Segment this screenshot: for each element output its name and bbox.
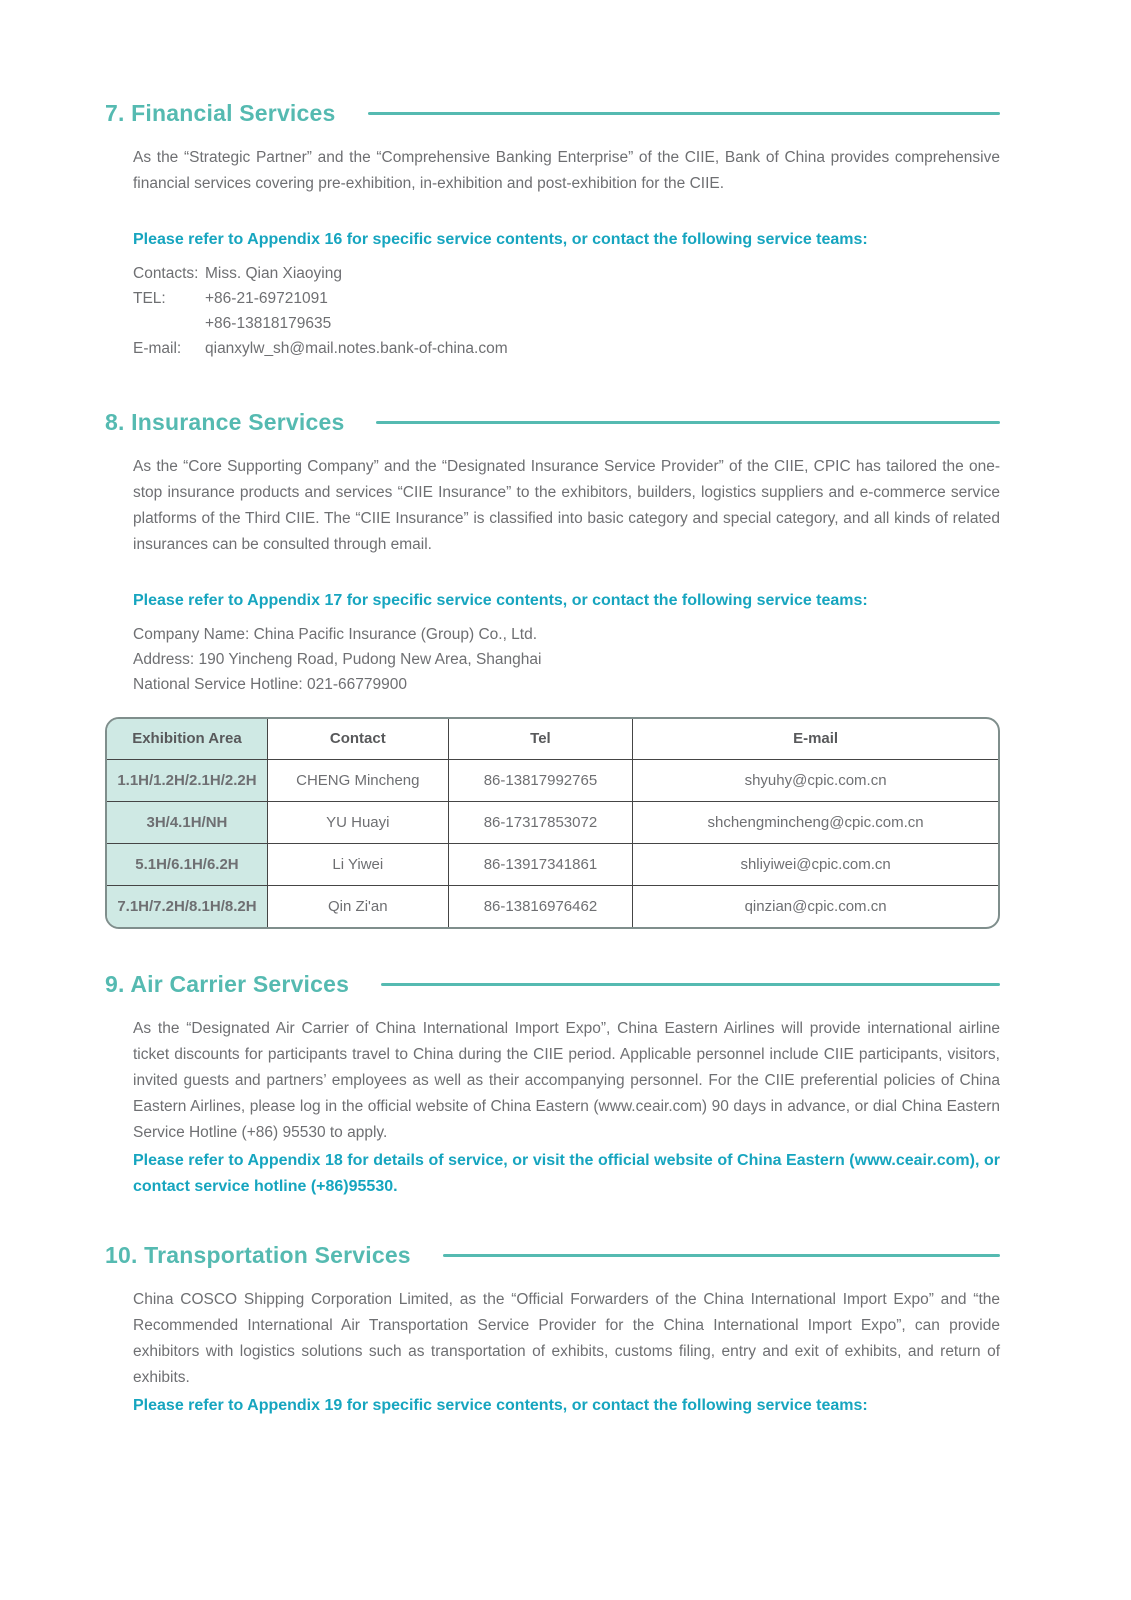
contact-line-email (133, 336, 1000, 361)
contact-value: +86-21-69721091 (205, 290, 328, 307)
insurance-contact-table-wrapper (105, 717, 1000, 929)
financial-paragraph: As the “Strategic Partner” and the “Comprehensive Banking Enterprise” of the CIIE, Bank of China provides comprehensive financial services covering pre-exhibition, in-exhibition and post-exhibition for the CIIE. (133, 149, 1000, 192)
contact-label: TEL: (133, 290, 166, 307)
column-header-exhibition-area: Exhibition Area (107, 719, 267, 759)
cell-contact: YU Huayi (267, 801, 448, 843)
contact-line-tel2 (133, 311, 1000, 336)
section-body (133, 1016, 1000, 1200)
transportation-paragraph: China COSCO Shipping Corporation Limited, as the “Official Forwarders of the China International Import Expo” and “the Recommended International Air Transportation Service Provider for the China International Import Expo”, can provide exhibitors with logistics solutions such as transportation of exhibits, customs filing, entry and exit of exhibits, and return of exhibits. (133, 1291, 1000, 1386)
contact-label (133, 311, 205, 336)
air-carrier-appendix-note: Please refer to Appendix 18 for details of service, or visit the official website of China Eastern (www.ceair.com), or contact service hotline (+86)95530. (133, 1152, 1000, 1195)
section-air-carrier-services (105, 971, 1000, 1200)
section-heading-transportation (105, 1242, 1000, 1269)
cell-contact: Li Yiwei (267, 843, 448, 885)
column-header-email: E-mail (633, 719, 998, 759)
section-transportation-services (105, 1242, 1000, 1419)
column-header-tel: Tel (448, 719, 632, 759)
financial-contact-block (133, 261, 1000, 361)
section-body (133, 454, 1000, 697)
cell-contact: CHENG Mincheng (267, 759, 448, 801)
table-header-row (107, 719, 998, 759)
section-insurance-services (105, 409, 1000, 929)
section-title-air-carrier: 9. Air Carrier Services (105, 971, 350, 997)
company-name-line: Company Name: China Pacific Insurance (Group) Co., Ltd. (133, 626, 538, 643)
cell-email: shliyiwei@cpic.com.cn (633, 843, 998, 885)
cell-tel: 86-13917341861 (448, 843, 632, 885)
company-hotline-line: National Service Hotline: 021-66779900 (133, 676, 408, 693)
company-address-line: Address: 190 Yincheng Road, Pudong New Area, Shanghai (133, 651, 542, 668)
section-title-transportation: 10. Transportation Services (105, 1242, 411, 1268)
cell-tel: 86-13816976462 (448, 885, 632, 927)
section-title-insurance: 8. Insurance Services (105, 409, 345, 435)
heading-rule (443, 1254, 1000, 1257)
cell-exhibition-area: 1.1H/1.2H/2.1H/2.2H (107, 759, 267, 801)
contact-label: E-mail: (133, 340, 182, 357)
heading-rule (381, 983, 1000, 986)
cell-exhibition-area: 3H/4.1H/NH (107, 801, 267, 843)
cell-contact: Qin Zi'an (267, 885, 448, 927)
cell-email: shchengmincheng@cpic.com.cn (633, 801, 998, 843)
contact-value: +86-13818179635 (205, 315, 332, 332)
cell-tel: 86-17317853072 (448, 801, 632, 843)
contact-value: Miss. Qian Xiaoying (205, 265, 342, 282)
table-row (107, 801, 998, 843)
section-financial-services (105, 100, 1000, 361)
column-header-contact: Contact (267, 719, 448, 759)
contact-line-tel (133, 286, 1000, 311)
contact-value: qianxylw_sh@mail.notes.bank-of-china.com (205, 340, 508, 357)
cell-exhibition-area: 5.1H/6.1H/6.2H (107, 843, 267, 885)
insurance-appendix-note: Please refer to Appendix 17 for specific service contents, or contact the following service teams: (133, 592, 868, 609)
contact-label: Contacts: (133, 265, 199, 282)
insurance-company-block (133, 622, 1000, 697)
table-row (107, 885, 998, 927)
cell-email: shyuhy@cpic.com.cn (633, 759, 998, 801)
table-row (107, 843, 998, 885)
section-heading-insurance (105, 409, 1000, 436)
heading-rule (376, 421, 1000, 424)
section-body (133, 1287, 1000, 1419)
section-heading-financial (105, 100, 1000, 127)
cell-email: qinzian@cpic.com.cn (633, 885, 998, 927)
insurance-contact-table (107, 719, 998, 927)
contact-line-contacts (133, 261, 1000, 286)
heading-rule (368, 112, 1001, 115)
transportation-appendix-note: Please refer to Appendix 19 for specific service contents, or contact the following service teams: (133, 1397, 868, 1414)
table-row (107, 759, 998, 801)
cell-exhibition-area: 7.1H/7.2H/8.1H/8.2H (107, 885, 267, 927)
section-body (133, 145, 1000, 361)
air-carrier-paragraph: As the “Designated Air Carrier of China International Import Expo”, China Eastern Airlines will provide international airline ticket discounts for participants travel to China during the CIIE period. Applicable personnel include CIIE participants, visitors, invited guests and partners’ employees as well as their accompanying personnel. For the CIIE preferential policies of China Eastern Airlines, please log in the official website of China Eastern (www.ceair.com) 90 days in advance, or dial China Eastern Service Hotline (+86) 95530 to apply. (133, 1020, 1000, 1141)
section-heading-air-carrier (105, 971, 1000, 998)
insurance-paragraph: As the “Core Supporting Company” and the “Designated Insurance Service Provider” of the CIIE, CPIC has tailored the one-stop insurance products and services “CIIE Insurance” to the exhibitors, builders, logistics suppliers and e-commerce service platforms of the Third CIIE. The “CIIE Insurance” is classified into basic category and special category, and all kinds of related insurances can be consulted through email. (133, 458, 1000, 553)
section-title-financial: 7. Financial Services (105, 100, 336, 126)
cell-tel: 86-13817992765 (448, 759, 632, 801)
financial-appendix-note: Please refer to Appendix 16 for specific service contents, or contact the following service teams: (133, 231, 868, 248)
